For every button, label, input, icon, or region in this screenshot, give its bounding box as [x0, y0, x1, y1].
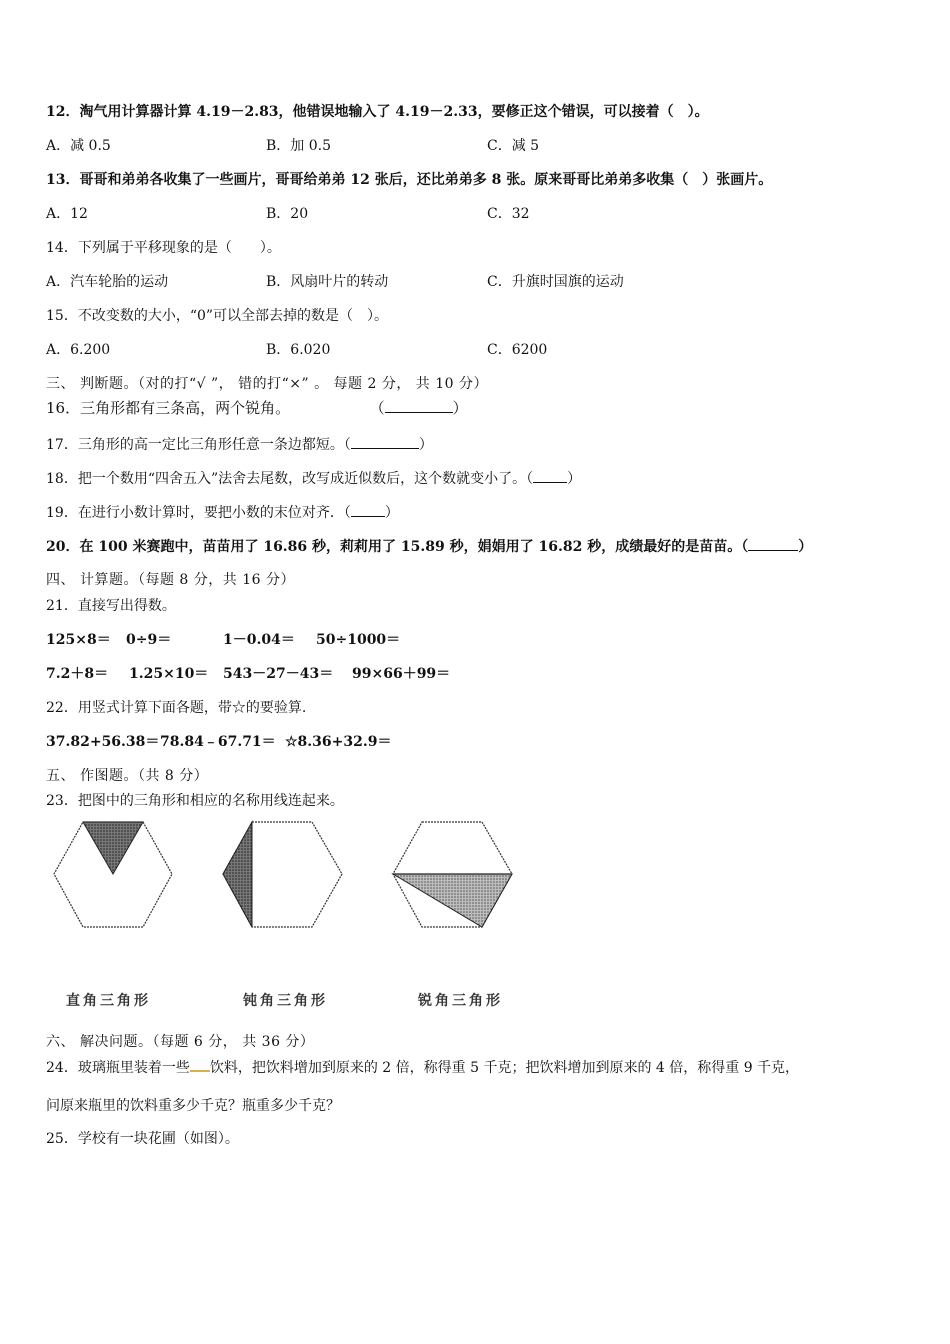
- label-acute-triangle[interactable]: 锐角三角形: [418, 993, 503, 1009]
- paren-close: ）: [418, 437, 433, 453]
- calc-item: 78.84﹣67.71＝: [160, 734, 276, 750]
- paren-close: ）: [567, 471, 582, 487]
- option-a: A．6.200: [46, 342, 111, 358]
- question-15: [46, 306, 388, 326]
- paren-open: （: [369, 399, 385, 417]
- answer-blank[interactable]: [748, 536, 798, 551]
- paren-close: ）: [798, 539, 813, 555]
- answer-blank[interactable]: [385, 398, 453, 413]
- label-obtuse-triangle[interactable]: 钝角三角形: [243, 993, 328, 1009]
- calc-item: ☆8.36+32.9＝: [285, 734, 392, 750]
- question-text: 饮料，把饮料增加到原来的 2 倍，称得重 5 千克；把饮料增加到原来的 4 倍，称得重 9 千克，: [209, 1060, 800, 1076]
- question-25: 25．学校有一块花圃（如图）。: [46, 1131, 239, 1147]
- paren-close: ）: [384, 505, 399, 521]
- question-text: 18．把一个数用“四舍五入”法舍去尾数，改写成近似数后，这个数就变小了。（: [46, 471, 534, 487]
- option-b: B．风扇叶片的转动: [266, 274, 389, 290]
- question-text: 24．玻璃瓶里装着一些: [46, 1060, 190, 1076]
- question-24-cont: 问原来瓶里的饮料重多少千克？瓶重多少千克？: [46, 1098, 340, 1114]
- section-heading-6: 六、 解决问题。（每题 6 分， 共 36 分）: [46, 1034, 315, 1050]
- question-text: 16．三角形都有三条高，两个锐角。: [46, 399, 291, 417]
- question-12: [46, 102, 709, 122]
- option-a: A．减 0.5: [46, 138, 111, 154]
- section-heading-3: 三、 判断题。（对的打“√ ”， 错的打“×” 。 每题 2 分， 共 10 分）: [46, 376, 489, 392]
- question-text: 13．哥哥和弟弟各收集了一些画片，哥哥给弟弟 12 张后，还比弟弟多 8 张。原来哥哥比弟弟多收集（ ）张画片。: [46, 172, 773, 188]
- question-22: 22．用竖式计算下面各题，带☆的要验算.: [46, 700, 307, 716]
- option-a: A．12: [46, 206, 88, 222]
- option-c: C．32: [487, 206, 530, 222]
- section-heading-4: 四、 计算题。（每题 8 分，共 16 分）: [46, 572, 295, 588]
- calc-item: 99×66＋99＝: [352, 666, 451, 682]
- hexagon-2: [223, 822, 342, 927]
- question-18: [46, 468, 581, 489]
- hexagon-3: [393, 822, 512, 927]
- calc-item: 543－27－43＝: [223, 666, 334, 682]
- hexagon-1: [54, 822, 172, 927]
- answer-blank[interactable]: [533, 468, 567, 483]
- triangle-acute[interactable]: [83, 822, 143, 874]
- paren-close: ）: [452, 399, 468, 417]
- highlight-mark: [190, 1058, 210, 1072]
- triangle-obtuse[interactable]: [393, 874, 512, 927]
- question-text: 14．下列属于平移现象的是（ ）。: [46, 240, 281, 256]
- calc-item: 1.25×10＝: [129, 666, 209, 682]
- calc-item: 1－0.04＝: [223, 632, 295, 648]
- option-b: B．6.020: [266, 342, 331, 358]
- option-a: A．汽车轮胎的运动: [46, 274, 169, 290]
- answer-blank[interactable]: [351, 434, 419, 449]
- question-20: [46, 536, 812, 557]
- answer-blank[interactable]: [351, 502, 385, 517]
- option-b: B．20: [266, 206, 309, 222]
- calc-item: 50÷1000＝: [316, 632, 401, 648]
- question-21: 21．直接写出得数。: [46, 598, 176, 614]
- question-text: 19．在进行小数计算时，要把小数的末位对齐．（: [46, 505, 351, 521]
- question-14: [46, 238, 281, 258]
- label-right-triangle[interactable]: 直角三角形: [66, 993, 151, 1009]
- question-text: 17．三角形的高一定比三角形任意一条边都短。（: [46, 437, 351, 453]
- question-text: 15．不改变数的大小，“0”可以全部去掉的数是（ ）。: [46, 308, 389, 324]
- calc-item: 7.2＋8＝: [46, 666, 109, 682]
- calc-item: 37.82+56.38＝: [46, 734, 160, 750]
- question-text: 12．淘气用计算器计算 4.19－2.83，他错误地输入了 4.19－2.33，要修正这个错误，可以接着（ ）。: [46, 104, 709, 120]
- option-c: C．减 5: [487, 138, 540, 154]
- question-19: [46, 502, 399, 523]
- question-16: [46, 398, 468, 418]
- option-b: B．加 0.5: [266, 138, 332, 154]
- option-c: C．升旗时国旗的运动: [487, 274, 624, 290]
- calc-item: 0÷9＝: [126, 632, 172, 648]
- question-24: [46, 1058, 799, 1078]
- section-heading-5: 五、 作图题。（共 8 分）: [46, 768, 209, 784]
- question-13: [46, 170, 772, 190]
- question-23: 23．把图中的三角形和相应的名称用线连起来。: [46, 793, 344, 809]
- option-c: C．6200: [487, 342, 548, 358]
- hexagon-figures: [40, 812, 540, 942]
- calc-item: 125×8＝: [46, 632, 111, 648]
- question-text: 20．在 100 米赛跑中，苗苗用了 16.86 秒，莉莉用了 15.89 秒，娟娟用了 16.82 秒，成绩最好的是苗苗。（: [46, 539, 749, 555]
- triangle-right[interactable]: [223, 822, 252, 927]
- question-17: [46, 434, 433, 455]
